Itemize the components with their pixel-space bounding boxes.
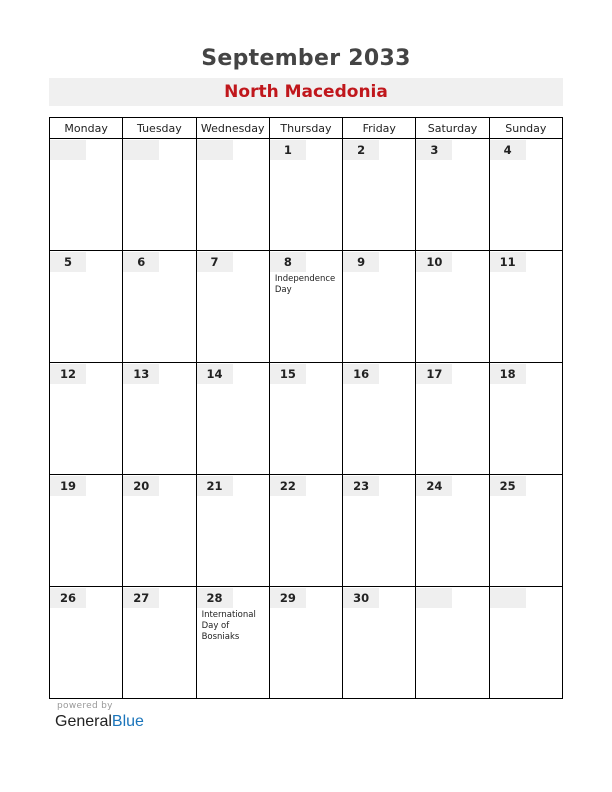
day-cell[interactable] — [343, 139, 416, 251]
day-cell[interactable] — [123, 251, 196, 363]
empty-day-number — [490, 588, 526, 608]
day-cell[interactable] — [196, 587, 269, 699]
day-number: 13 — [123, 364, 159, 384]
day-cell — [489, 587, 562, 699]
brand-general: General — [55, 713, 112, 730]
day-cell[interactable] — [489, 475, 562, 587]
weekday-header: Tuesday — [123, 118, 196, 139]
day-number: 22 — [270, 476, 306, 496]
day-number: 16 — [343, 364, 379, 384]
day-cell — [50, 139, 123, 251]
day-number: 30 — [343, 588, 379, 608]
day-number: 25 — [490, 476, 526, 496]
week-row — [50, 475, 563, 587]
weekday-header: Sunday — [489, 118, 562, 139]
day-number: 7 — [197, 252, 233, 272]
day-cell[interactable] — [50, 251, 123, 363]
empty-day-number — [50, 140, 86, 160]
day-cell[interactable] — [416, 139, 489, 251]
empty-day-number — [416, 588, 452, 608]
day-cell[interactable] — [50, 363, 123, 475]
day-cell[interactable] — [489, 251, 562, 363]
day-cell[interactable] — [269, 587, 342, 699]
day-cell[interactable] — [489, 139, 562, 251]
day-number: 21 — [197, 476, 233, 496]
day-cell — [196, 139, 269, 251]
day-cell[interactable] — [343, 251, 416, 363]
day-number: 2 — [343, 140, 379, 160]
weekday-header: Monday — [50, 118, 123, 139]
day-cell[interactable] — [416, 363, 489, 475]
day-cell[interactable] — [269, 475, 342, 587]
day-number: 14 — [197, 364, 233, 384]
page-title: September 2033 — [201, 46, 411, 71]
week-row — [50, 587, 563, 699]
day-number: 19 — [50, 476, 86, 496]
day-number: 8 — [270, 252, 306, 272]
day-number: 26 — [50, 588, 86, 608]
day-cell[interactable] — [416, 251, 489, 363]
brand-blue: Blue — [111, 713, 144, 730]
day-cell — [416, 587, 489, 699]
weekday-header: Saturday — [416, 118, 489, 139]
weekday-header-row — [50, 118, 563, 139]
day-cell[interactable] — [196, 251, 269, 363]
holiday-label: International Day of Bosniaks — [201, 610, 256, 642]
day-number: 18 — [490, 364, 526, 384]
day-cell[interactable] — [196, 475, 269, 587]
day-cell[interactable] — [489, 363, 562, 475]
day-cell[interactable] — [50, 475, 123, 587]
country-banner: North Macedonia — [49, 78, 563, 106]
day-number: 5 — [50, 252, 86, 272]
day-number: 20 — [123, 476, 159, 496]
day-number: 15 — [270, 364, 306, 384]
weekday-header: Thursday — [269, 118, 342, 139]
day-number: 23 — [343, 476, 379, 496]
day-cell[interactable] — [123, 587, 196, 699]
day-number: 12 — [50, 364, 86, 384]
generalblue-logo[interactable] — [55, 713, 144, 731]
day-cell[interactable] — [269, 139, 342, 251]
day-number: 17 — [416, 364, 452, 384]
day-number: 11 — [490, 252, 526, 272]
day-number: 1 — [270, 140, 306, 160]
day-cell — [123, 139, 196, 251]
day-number: 3 — [416, 140, 452, 160]
holiday-label: Independence Day — [274, 274, 336, 295]
day-number: 27 — [123, 588, 159, 608]
day-cell[interactable] — [343, 363, 416, 475]
day-cell[interactable] — [269, 251, 342, 363]
day-cell[interactable] — [269, 363, 342, 475]
calendar-grid — [49, 117, 563, 699]
weekday-header: Friday — [343, 118, 416, 139]
day-number: 28 — [197, 588, 233, 608]
day-number: 29 — [270, 588, 306, 608]
day-cell[interactable] — [416, 475, 489, 587]
day-cell[interactable] — [343, 587, 416, 699]
week-row — [50, 363, 563, 475]
day-cell[interactable] — [343, 475, 416, 587]
day-number: 10 — [416, 252, 452, 272]
day-cell[interactable] — [123, 475, 196, 587]
week-row — [50, 251, 563, 363]
day-number: 24 — [416, 476, 452, 496]
day-cell[interactable] — [50, 587, 123, 699]
empty-day-number — [197, 140, 233, 160]
day-cell[interactable] — [196, 363, 269, 475]
powered-by-label: powered by — [57, 701, 113, 711]
day-number: 4 — [490, 140, 526, 160]
weekday-header: Wednesday — [196, 118, 269, 139]
week-row — [50, 139, 563, 251]
day-number: 9 — [343, 252, 379, 272]
empty-day-number — [123, 140, 159, 160]
day-number: 6 — [123, 252, 159, 272]
day-cell[interactable] — [123, 363, 196, 475]
